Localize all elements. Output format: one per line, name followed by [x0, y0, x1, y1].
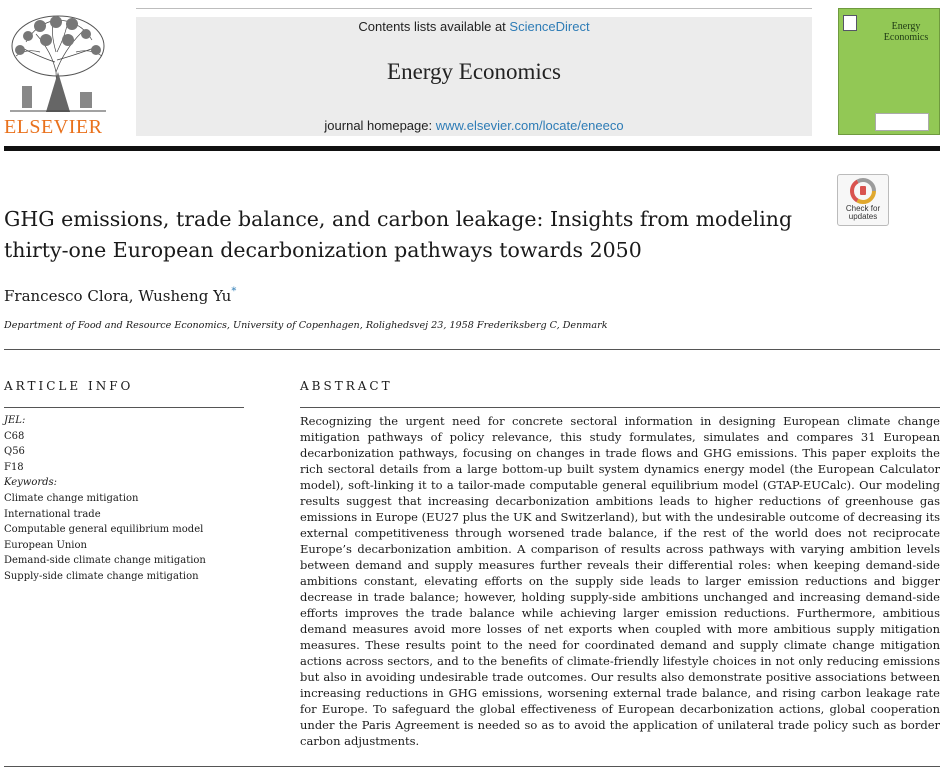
cover-publisher-icon — [843, 15, 857, 31]
elsevier-wordmark: ELSEVIER — [4, 116, 103, 138]
article-title — [4, 204, 824, 266]
elsevier-logo[interactable] — [4, 12, 110, 138]
title-line-1: GHG emissions, trade balance, and carbon leakage: Insights from modeling — [4, 207, 793, 231]
keyword: Climate change mitigation — [4, 492, 139, 504]
cover-title-line1: Energy — [891, 21, 921, 32]
check-updates-line2: updates — [848, 212, 878, 221]
abstract-heading: ABSTRACT — [300, 379, 393, 393]
author-affiliation: Department of Food and Resource Economics, University of Copenhagen, Rolighedsvej 23, 1958 Frederiksberg C, Denmark — [4, 320, 608, 331]
keyword: Supply-side climate change mitigation — [4, 570, 199, 582]
author-clora[interactable]: Francesco Clora — [4, 287, 129, 305]
article-info-list — [4, 413, 244, 585]
author-separator: , — [128, 287, 139, 305]
contents-prefix: Contents lists available at — [358, 19, 510, 34]
homepage-prefix: journal homepage: — [324, 118, 436, 133]
jel-code: F18 — [4, 461, 24, 473]
tree-engraving-icon — [6, 12, 110, 114]
homepage-line — [136, 118, 812, 133]
journal-homepage-link[interactable]: www.elsevier.com/locate/eneeco — [435, 118, 624, 133]
title-line-2: thirty-one European decarbonization pathways towards 2050 — [4, 238, 642, 262]
header-divider — [4, 146, 940, 151]
corresponding-author-mark[interactable]: * — [231, 286, 237, 297]
bottom-divider — [4, 766, 940, 767]
check-for-updates-button[interactable] — [837, 174, 889, 226]
journal-masthead — [136, 17, 812, 136]
jel-label: JEL: — [4, 415, 26, 426]
keyword: Computable general equilibrium model — [4, 524, 204, 536]
masthead-top-rule — [136, 8, 812, 9]
check-updates-icon — [850, 178, 876, 204]
jel-code: Q56 — [4, 446, 25, 458]
keyword: International trade — [4, 508, 101, 520]
cover-info-box — [875, 113, 929, 131]
cover-title-line2: Economics — [883, 32, 929, 43]
keyword: European Union — [4, 539, 87, 551]
contents-line — [136, 19, 812, 34]
jel-code: C68 — [4, 430, 25, 442]
journal-name: Energy Economics — [387, 59, 561, 84]
keywords-label: Keywords: — [4, 477, 58, 489]
cover-title — [875, 21, 937, 43]
author-yu[interactable]: Wusheng Yu — [138, 287, 232, 305]
check-updates-label — [838, 205, 888, 221]
article-info-heading: ARTICLE INFO — [4, 379, 134, 393]
article-info-rule — [4, 407, 244, 408]
abstract-rule — [300, 407, 940, 408]
check-updates-line1: Check for — [845, 204, 881, 213]
author-list — [4, 286, 236, 305]
sciencedirect-link[interactable]: ScienceDirect — [509, 19, 590, 34]
journal-cover[interactable] — [838, 8, 940, 135]
abstract-body: Recognizing the urgent need for concrete sectoral information in designing European climate change mitigation pathways of policy relevance, this study formulates, simulates and compares 31 European decarbonization pathways, focusing on changes in trade flows and GHG emissions. This paper exploits the rich sectoral details from a large bottom-up built system dynamics energy model (the European Calculator model), soft-linking it to a tailor-made computable general equilibrium model (GTAP-EUCalc). Our modeling results suggest that increasing decarbonization ambitions leads to higher reductions of greenhouse gas emissions in Europe (EU27 plus the UK and Switzerland), but with the undesirable outcome of decreasing its external competitiveness through worsened trade balance, if the rest of the world does not reciprocate Europe’s decarbonization ambition. A comparison of results across pathways with varying ambition levels between demand and supply measures further reveals their differential roles: when keeping demand-side ambitions constant, elevating efforts on the supply side leads to larger emission reductions and bigger decrease in trade balance; however, holding supply-side ambitions unchanged and increasing demand-side efforts improves the trade balance while achieving larger emission reductions. Furthermore, ambitious demand measures avoid more losses of net exports when coupled with more ambitious supply mitigation measures. These results point to the need for coordinated demand and supply climate change mitigation actions across sectors, and to the benefits of climate-friendly lifestyle choices in not only reducing emissions but also in avoiding undesirable trade outcomes. Our results also demonstrate positive associations between increasing reductions in GHG emissions, worsening external trade balance, and rising carbon leakage rate for Europe. To safeguard the global effectiveness of European decarbonization actions, global cooperation under the Paris Agreement is needed so as to avoid the application of unilateral trade policy such as border carbon adjustments. — [300, 414, 940, 748]
affiliation-divider — [4, 349, 940, 350]
keyword: Demand-side climate change mitigation — [4, 555, 206, 567]
